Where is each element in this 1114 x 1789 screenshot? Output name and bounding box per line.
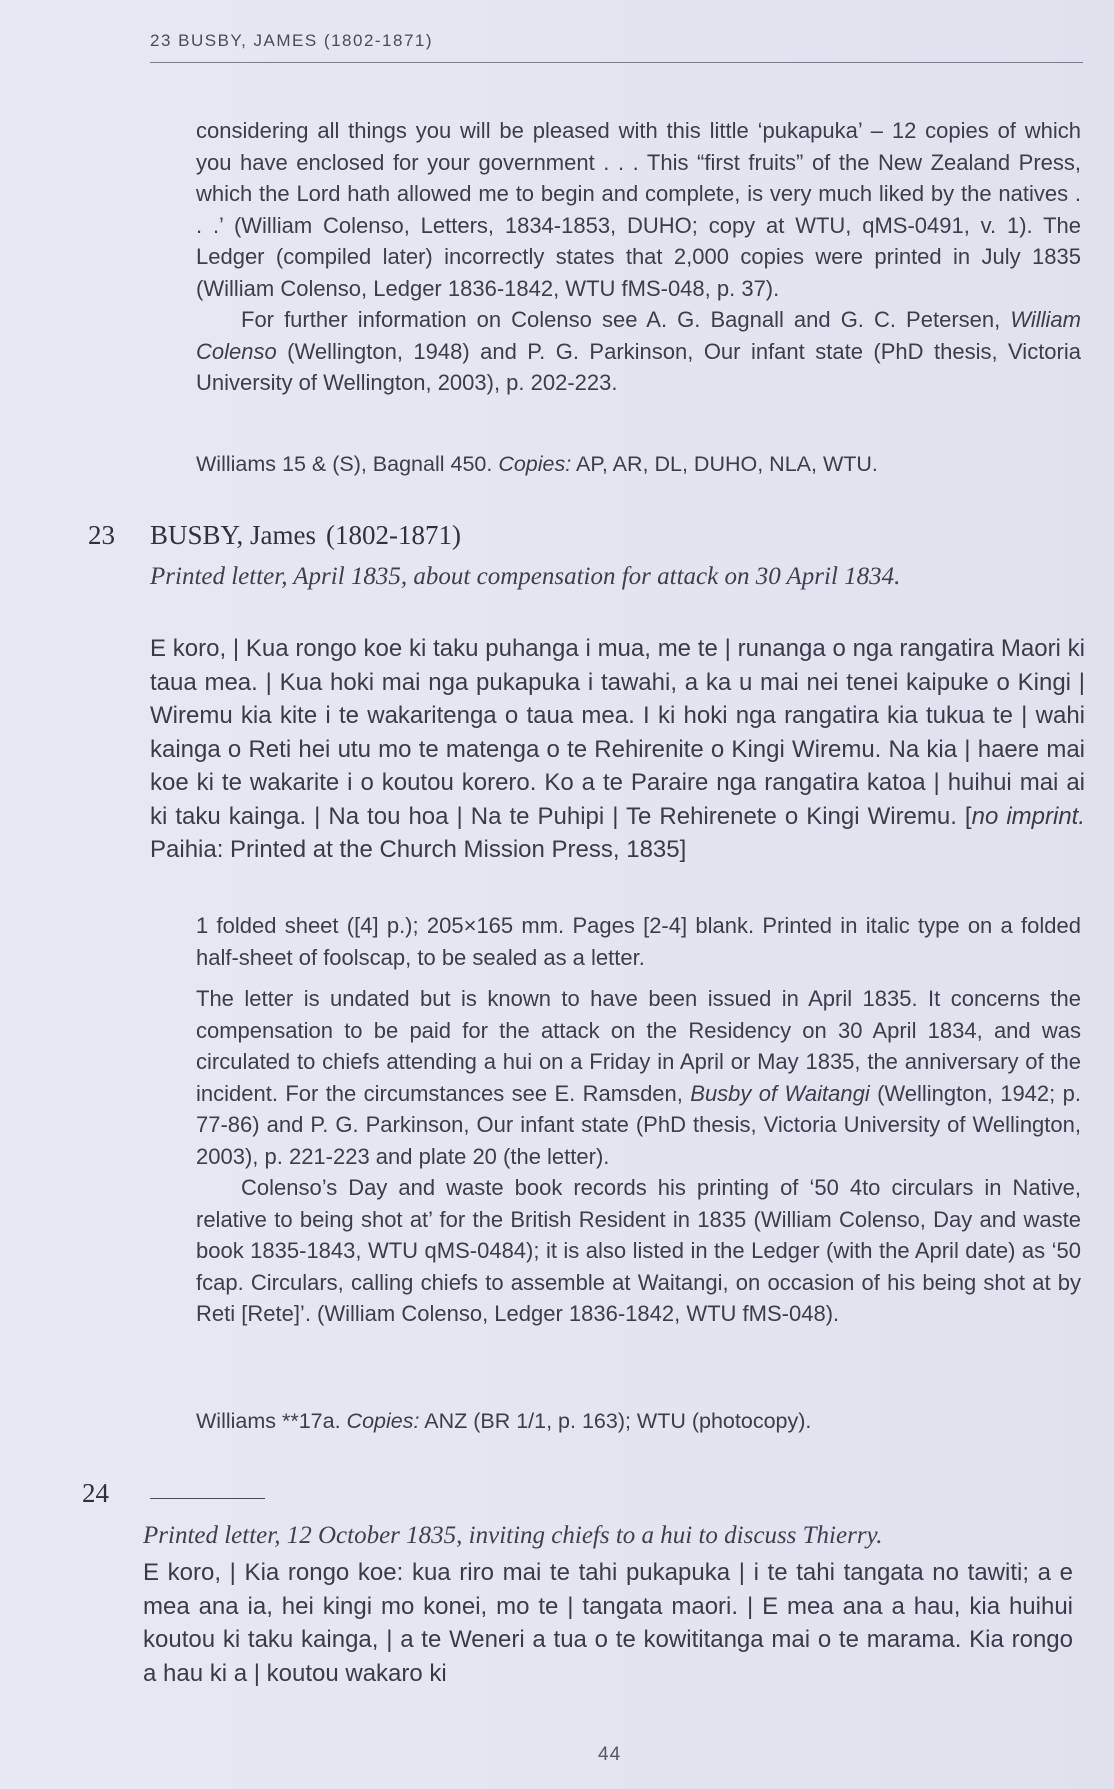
ramsden-book-title: Busby of Waitangi <box>690 1080 870 1106</box>
entry-23-transcription: E koro, | Kua rongo koe ki taku puhanga i mua, me te | runanga o nga rangatira Maori ki taua mea. | Kua hoki mai nga pukapuka i tawahi, a ka u mai nei tenei kaipuke o Kingi | Wiremu kia kite i te wakaritenga o taua mea. I ki hoki nga rangatira kia tukua te | wahi kainga o Reti hei utu mo te matenga o te Rehirenite o Kingi Wiremu. Na kia | haere mai koe ki te wakarite i o koutou korero. Ko a te Paraire nga rangatira katoa | huihui mai ai ki taku kainga. | Na tou hoa | Na te Puhipi | Te Rehirenete o Kingi Wiremu. [no imprint. Paihia: Printed at the Church Mission Press, 1835] <box>150 635 1086 863</box>
entry-23-name: BUSBY, James <box>150 520 317 550</box>
entry-24-number: 24 <box>82 1478 109 1508</box>
entry-22-note-para1: considering all things you will be pleased with this little ‘pukapuka’ – 12 copies of which you have enclosed for your government . . . This “first fruits” of the New Zealand Press, which the Lord hath allowed me to begin and complete, is very much liked by the natives . . .’ (William Colenso, Letters, 1834-1853, DUHO; copy at WTU, qMS-0491, v. 1). The Ledger (compiled later) incorrectly states that 2,000 copies were printed in July 1835 (William Colenso, Ledger 1836-1842, WTU fMS-048, p. 37). <box>196 118 1081 301</box>
page-number: 44 <box>598 1744 622 1765</box>
entry-22-note-para2: For further information on Colenso see A. G. Bagnall and G. C. Petersen, William Colenso (Wellington, 1948) and P. G. Parkinson, Our infant state (PhD thesis, Victoria University of Wellington, 2003), p. 202-223. <box>196 307 1081 395</box>
header-rule <box>150 62 1083 63</box>
entry-23-imprint-label: no imprint. <box>971 802 1086 830</box>
entry-22-references: Williams 15 & (S), Bagnall 450. Copies: AP, AR, DL, DUHO, NLA, WTU. <box>196 452 878 476</box>
entry-24-transcription: E koro, | Kia rongo koe: kua riro mai te tahi pukapuka | i te tahi tangata no tawiti; a e mea ana ia, hei kingi mo konei, mo te | tangata maori. | E mea ana a hau, kia huihui koutou ki taku kainga, | a te Weneri a tua o te kowititanga mai o te marama. Kia rongo a hau ki a | koutou wakaro ki <box>143 1559 1073 1687</box>
entry-23-title: Printed letter, April 1835, about compensation for attack on 30 April 1834. <box>150 563 901 590</box>
entry-23-note-para2: Colenso’s Day and waste book records his printing of ‘50 4to circulars in Native, relative to being shot at’ for the British Resident in 1835 (William Colenso, Day and waste book 1835-1843, WTU qMS-0484); it is also listed in the Ledger (with the April date) as ‘50 fcap. Circulars, calling chiefs to assemble at Waitangi, on occasion of his being shot at by Reti [Rete]’. (William Colenso, Ledger 1836-1842, WTU fMS-048). <box>196 1175 1081 1326</box>
entry-23-number: 23 <box>88 520 115 550</box>
entry-23-note-para1: The letter is undated but is known to have been issued in April 1835. It concerns the compensation to be paid for the attack on the Residency on 30 April 1834, and was circulated to chiefs attending a hui on a Friday in April or May 1835, the anniversary of the incident. For the circumstances see E. Ramsden, Busby of Waitangi (Wellington, 1942; p. 77-86) and P. G. Parkinson, Our infant state (PhD thesis, Victoria University of Wellington, 2003), p. 221-223 and plate 20 (the letter). <box>196 986 1081 1169</box>
entry-22-notes <box>196 115 1081 399</box>
entry-23-references: Williams **17a. Copies: ANZ (BR 1/1, p. 163); WTU (photocopy). <box>196 1409 812 1433</box>
entry-23-notes <box>196 983 1081 1330</box>
entry-23-collation: 1 folded sheet ([4] p.); 205×165 mm. Pages [2-4] blank. Printed in italic type on a folded half-sheet of foolscap, to be sealed as a letter. <box>196 913 1081 970</box>
entry-23-imprint: Paihia: Printed at the Church Mission Press, 1835] <box>150 836 687 863</box>
colenso-book-title: William Colenso <box>196 307 1081 364</box>
entry-23-dates: (1802-1871) <box>326 520 462 550</box>
entry-23-heading <box>150 520 461 551</box>
entry-24-title: Printed letter, 12 October 1835, inviting chiefs to a hui to discuss Thierry. <box>143 1522 883 1549</box>
running-head: 23 BUSBY, JAMES (1802-1871) <box>150 31 434 50</box>
entry-24-same-author-dash <box>150 1498 265 1499</box>
